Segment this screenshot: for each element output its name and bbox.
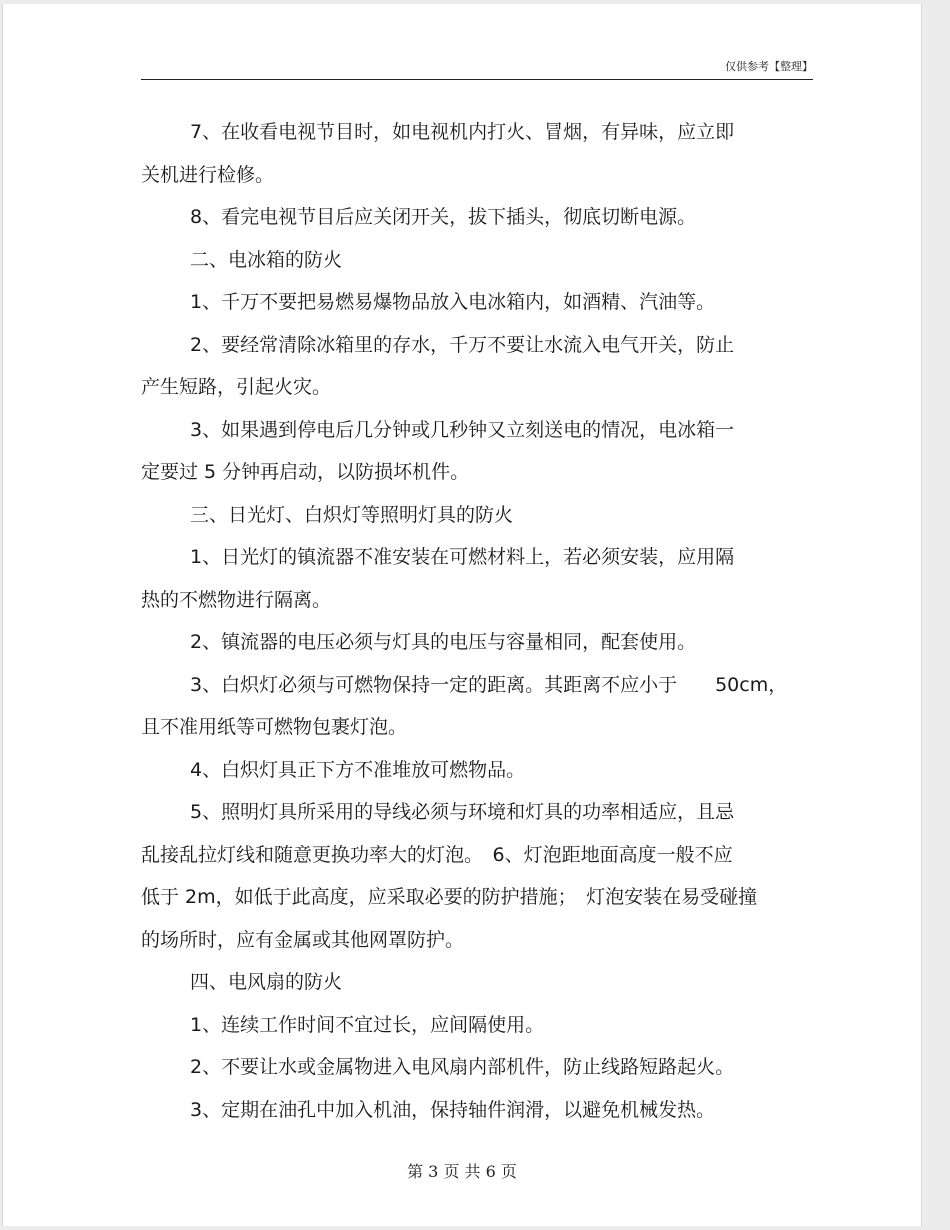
text-line: 关机进行检修。 [141, 163, 275, 186]
body-text [141, 111, 821, 1131]
page-header-note: 仅供参考【整理】 [725, 60, 813, 73]
footer-middle: 页 共 [443, 1162, 481, 1181]
text-line: 2、要经常清除冰箱里的存水，千万不要让水流入电气开关，防止 [190, 333, 735, 356]
text-line: 四、电风扇的防火 [190, 971, 343, 993]
text-line: 低于 2m，如低于此高度，应采取必要的防护措施； 灯泡安装在易受碰撞 [141, 886, 758, 908]
text-line: 3、如果遇到停电后几分钟或几秒钟又立刻送电的情况，电冰箱一 [190, 418, 735, 441]
text-line: 4、白炽灯具正下方不准堆放可燃物品。 [190, 758, 526, 781]
text-line: 2、不要让水或金属物进入电风扇内部机件，防止线路短路起火。 [190, 1056, 735, 1078]
text-line: 定要过 5 分钟再启动，以防损坏机件。 [141, 461, 470, 483]
text-line: 2、镇流器的电压必须与灯具的电压与容量相同，配套使用。 [190, 631, 697, 653]
footer-prefix: 第 [407, 1162, 424, 1181]
text-line: 二、电冰箱的防火 [190, 248, 343, 271]
text-line: 乱接乱拉灯线和随意更换功率大的灯泡。 6、灯泡距地面高度一般不应 [141, 843, 733, 866]
page-footer [3, 1159, 921, 1182]
text-line: 三、日光灯、白炽灯等照明灯具的防火 [190, 503, 514, 526]
text-line: 1、连续工作时间不宜过长，应间隔使用。 [190, 1013, 545, 1036]
text-line: 3、定期在油孔中加入机油，保持轴件润滑，以避免机械发热。 [190, 1098, 716, 1121]
text-line: 3、白炽灯必须与可燃物保持一定的距离。其距离不应小于 50cm， [190, 673, 788, 696]
text-line: 8、看完电视节目后应关闭开关，拔下插头，彻底切断电源。 [190, 206, 697, 228]
text-line: 的场所时，应有金属或其他网罩防护。 [141, 928, 465, 951]
text-line: 产生短路，引起火灾。 [141, 376, 332, 398]
footer-total-pages: 6 [485, 1162, 496, 1181]
text-line: 7、在收看电视节目时，如电视机内打火、冒烟，有异味，应立即 [190, 121, 735, 143]
text-line: 1、日光灯的镇流器不准安装在可燃材料上，若必须安装，应用隔 [190, 546, 735, 568]
text-line: 1、千万不要把易燃易爆物品放入电冰箱内，如酒精、汽油等。 [190, 291, 716, 313]
text-line: 且不准用纸等可燃物包裹灯泡。 [141, 716, 408, 738]
header-rule [141, 79, 813, 80]
text-line: 热的不燃物进行隔离。 [141, 588, 332, 611]
document-page [2, 4, 922, 1226]
footer-suffix: 页 [500, 1162, 517, 1181]
footer-current-page: 3 [428, 1162, 439, 1181]
text-line: 5、照明灯具所采用的导线必须与环境和灯具的功率相适应，且忌 [190, 801, 735, 823]
